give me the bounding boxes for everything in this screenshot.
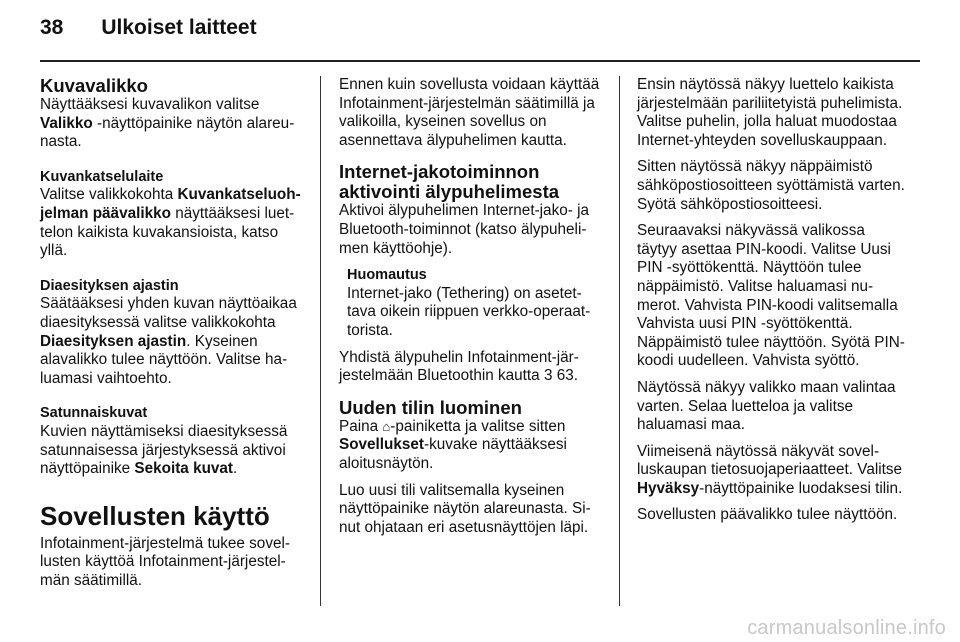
- paragraph: Ensin näytössä näkyy luettelo kaikista järjestelmään pariliitetyistä puhelimista. Valitse puhelin, jolla haluat muodostaa Internet-yhteyden sovelluskauppaan.: [637, 76, 903, 149]
- page-number: 38: [40, 16, 64, 39]
- text: -painiketta ja valitse sitten: [390, 417, 566, 435]
- text: -näyttöpainike näytön alareunasta.: [40, 114, 295, 151]
- paragraph: Infotainment-järjestelmä tukee sovellusten käyttöä Infotainment-järjestelmän säätimillä.: [40, 534, 290, 589]
- paragraph: Näytössä näkyy valikko maan valintaa varten. Selaa luetteloa ja valitse haluamasi maa.: [637, 378, 896, 434]
- text: -kuvake näyttääksesi aloitusnäytön.: [339, 436, 567, 472]
- paragraph: Ennen kuin sovellusta voidaan käyttää Infotainment-järjestelmän säätimillä ja valikoilla, kyseinen sovellus on asennettava älypuhelimen kautta.: [339, 76, 600, 149]
- paragraph: [339, 349, 605, 386]
- text: näyttääksesi luettelon kaikista kuvakansioista, katso yllä.: [40, 204, 295, 260]
- home-icon: ⌂: [382, 418, 391, 434]
- text: Säätääksesi yhden kuvan näyttöaikaa diaesityksessä valitse valikkokohta: [40, 295, 297, 331]
- header-rule: [40, 60, 920, 62]
- watermark: carmanualsonline.info: [747, 617, 946, 639]
- note-title: Huomautus: [347, 267, 427, 284]
- bold-text: Kuvankatseluohjelman päävalikko: [40, 186, 301, 222]
- text: Yhdistä älypuhelin Infotainment-järjestelmään Bluetoothin kautta: [339, 348, 579, 385]
- paragraph: Luo uusi tili valitsemalla kyseinen näyttöpainike näytön alareunasta. Sinut ohjataan eri asetusnäyttöjen läpi.: [339, 481, 591, 536]
- heading-sovellusten-kaytto: Sovellusten käyttö: [40, 500, 270, 531]
- bold-text: Hyväksy: [637, 479, 700, 497]
- column-2: [339, 76, 605, 545]
- bold-text: Sekoita kuvat: [134, 460, 234, 478]
- paragraph: [339, 418, 605, 474]
- bold-text: Sovellukset: [339, 436, 425, 454]
- heading-uuden-tilin-luominen: Uuden tilin luominen: [339, 396, 522, 418]
- paragraph: Aktivoi älypuhelimen Internet-jako- ja Bluetooth-toiminnot (katso älypuhelimen käyttöohje).: [339, 202, 589, 257]
- text: .: [233, 460, 238, 478]
- paragraph: Sovellusten päävalikko tulee näyttöön.: [637, 506, 898, 524]
- paragraph: [637, 443, 905, 499]
- heading-diaesityksen-ajastin: Diaesityksen ajastin: [40, 277, 179, 294]
- heading-satunnaiskuvat: Satunnaiskuvat: [40, 405, 148, 422]
- bold-text: Diaesityksen ajastin: [40, 332, 187, 350]
- paragraph: [40, 423, 308, 479]
- text: Viimeisenä näytössä näkyvät sovelluskaupan tietosuojaperiaatteet. Valitse: [637, 442, 903, 479]
- paragraph: [40, 96, 308, 152]
- paragraph: [40, 295, 308, 388]
- column-1: [40, 76, 308, 598]
- text: -näyttöpainike luodaksesi tilin.: [699, 479, 903, 497]
- column-divider-1: [320, 76, 321, 606]
- page-header: [40, 16, 257, 50]
- bold-text: Valikko: [40, 114, 93, 132]
- note-text: Internet-jako (Tethering) on asetettava oikein riippuen verkko-operaattorista.: [347, 284, 591, 339]
- paragraph: Sitten näytössä näkyy näppäimistö sähköpostiosoitteen syöttämistä varten. Syötä sähköpostiosoitteesi.: [637, 158, 905, 213]
- text: Paina: [339, 417, 383, 435]
- column-divider-2: [619, 76, 620, 606]
- column-3: [637, 76, 905, 533]
- text: Kuvien näyttämiseksi diaesityksessä satunnaisessa järjestyksessä aktivoi näyttöpainike: [40, 422, 288, 478]
- text: . Kyseinen alavalikko tulee näyttöön. Valitse haluamasi vaihtoehto.: [40, 332, 288, 387]
- heading-kuvavalikko: Kuvavalikko: [40, 75, 148, 96]
- heading-kuvankatselulaite: Kuvankatselulaite: [40, 168, 164, 185]
- text: Näyttääksesi kuvavalikon valitse: [40, 96, 260, 113]
- heading-internet-jako: Internet-jakotoiminnon aktivointi älypuhelimesta: [339, 161, 560, 203]
- page-title: Ulkoiset laitteet: [101, 16, 257, 39]
- note-box: [339, 266, 605, 340]
- paragraph: [40, 186, 308, 260]
- page-reference-link[interactable]: 3 63.: [543, 367, 578, 385]
- paragraph: Seuraavaksi näkyvässä valikossa täytyy asettaa PIN-koodi. Valitse Uusi PIN -syöttökenttä. Näyttöön tulee näppäimistö. Valitse haluamasi numerot. Vahvista PIN-koodi valitsemalla Vahvista uusi PIN -syöttökenttä. Näppäimistö tulee näyttöön. Syötä PIN-koodi uudelleen. Vahvista syöttö.: [637, 222, 905, 370]
- text: Valitse valikkokohta: [40, 186, 178, 204]
